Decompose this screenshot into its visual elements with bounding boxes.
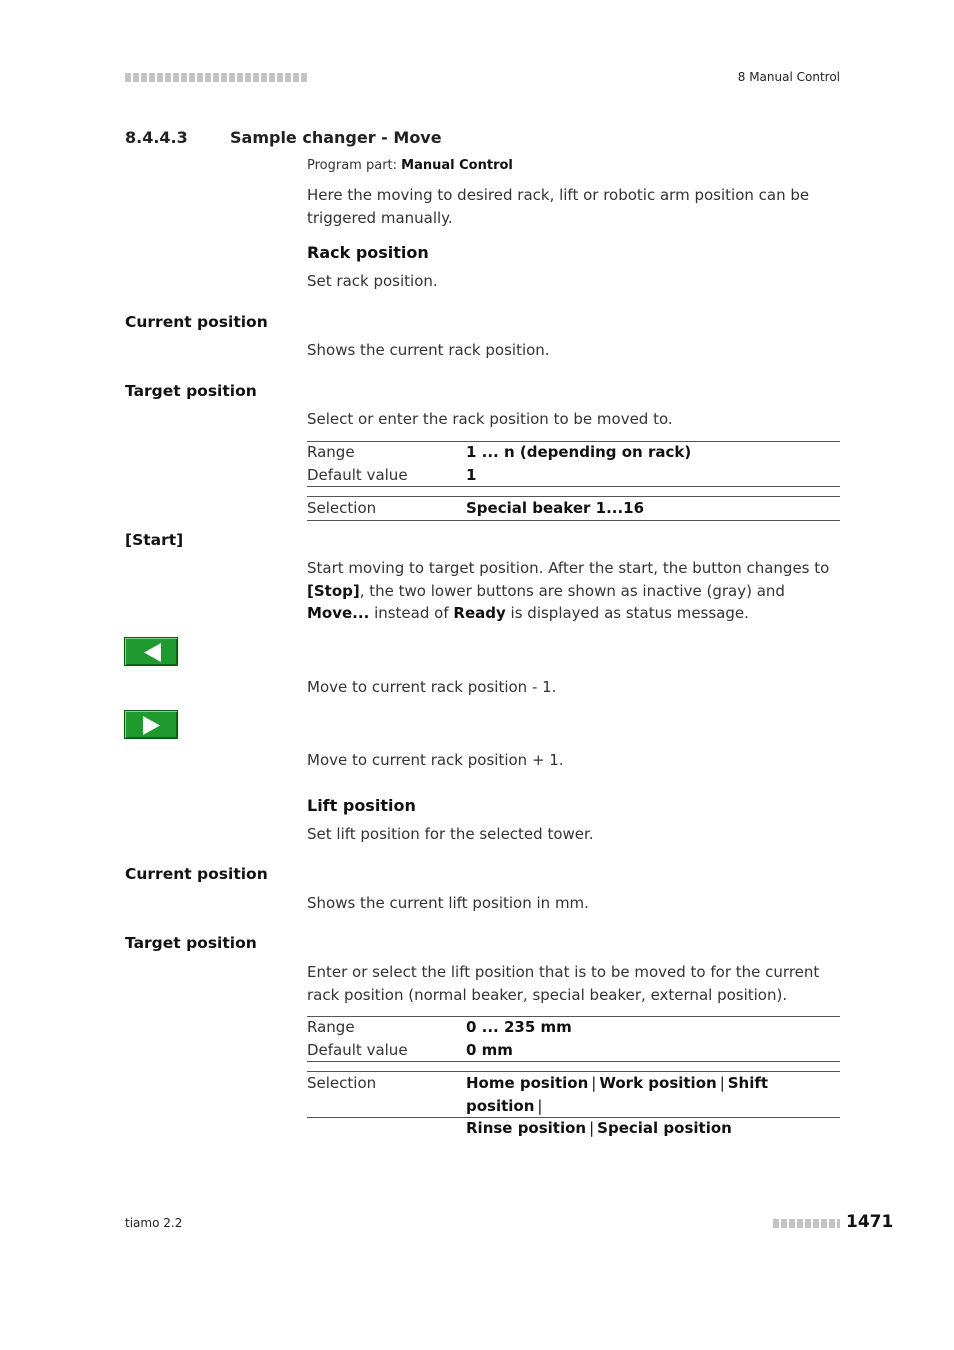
- rule: [307, 520, 840, 521]
- selection-option: Rinse position: [466, 1119, 587, 1137]
- next-rack-button: [124, 710, 178, 739]
- rack-range-table: [307, 441, 840, 486]
- table-row: [307, 1016, 840, 1039]
- rule: [307, 1117, 840, 1118]
- table-row: [307, 464, 840, 487]
- arrow-left-icon: [125, 638, 179, 667]
- selection-value: Special beaker 1...16: [466, 499, 645, 517]
- lift-target-label: Target position: [125, 934, 257, 952]
- lift-current-desc: Shows the current lift position in mm.: [307, 894, 589, 912]
- lift-selection-table: [307, 1072, 840, 1140]
- default-key: Default value: [307, 465, 408, 484]
- section-title: Sample changer - Move: [230, 128, 442, 147]
- selection-option: Special position: [597, 1119, 732, 1137]
- header-decoration: [125, 73, 307, 82]
- footer-product: tiamo 2.2: [125, 1216, 183, 1230]
- default-value: 0 mm: [466, 1040, 513, 1059]
- rack-current-label: Current position: [125, 313, 268, 331]
- start-desc-move: Move...: [307, 604, 370, 622]
- separator: |: [591, 1074, 597, 1092]
- separator: |: [719, 1074, 725, 1092]
- lift-heading: Lift position: [307, 796, 416, 815]
- arrow-right-icon: [125, 711, 179, 740]
- rack-target-label: Target position: [125, 382, 257, 400]
- table-row: [307, 1039, 840, 1062]
- rack-selection-table: [307, 497, 840, 520]
- start-desc-part: is displayed as status message.: [510, 604, 749, 622]
- separator: |: [589, 1119, 595, 1137]
- lift-desc: Set lift position for the selected tower.: [307, 825, 594, 843]
- selection-key: Selection: [307, 499, 377, 517]
- program-part-label: Program part:: [307, 158, 398, 173]
- intro-text: Here the moving to desired rack, lift or robotic arm position can be triggered manually.: [307, 186, 810, 227]
- table-row: [307, 1072, 840, 1140]
- separator: |: [537, 1096, 543, 1115]
- section-number: 8.4.4.3: [125, 128, 188, 147]
- start-label: [Start]: [125, 531, 184, 549]
- rack-heading: Rack position: [307, 243, 429, 262]
- table-row: [307, 441, 840, 464]
- start-desc-part: instead of: [374, 604, 449, 622]
- start-desc-ready: Ready: [453, 604, 506, 622]
- range-value: 0 ... 235 mm: [466, 1018, 572, 1036]
- header-chapter: 8 Manual Control: [737, 70, 840, 84]
- footer-decoration: [773, 1219, 840, 1228]
- selection-key: Selection: [307, 1074, 377, 1092]
- rack-current-desc: Shows the current rack position.: [307, 341, 550, 359]
- selection-option: Work position: [599, 1074, 717, 1092]
- start-desc: [307, 557, 842, 625]
- selection-option: Home position: [466, 1074, 589, 1092]
- program-part: [307, 155, 847, 178]
- range-key: Range: [307, 1018, 355, 1036]
- selection-value: [466, 1072, 840, 1140]
- start-desc-part: Start moving to target position. After the start, the button changes to: [307, 559, 830, 577]
- start-desc-stop: [Stop]: [307, 581, 360, 600]
- rule: [307, 1061, 840, 1062]
- page-number: 1471: [846, 1212, 894, 1232]
- default-key: Default value: [307, 1040, 408, 1059]
- lift-range-table: [307, 1016, 840, 1061]
- range-key: Range: [307, 443, 355, 461]
- lift-current-label: Current position: [125, 865, 268, 883]
- default-value: 1: [466, 465, 477, 484]
- range-value: 1 ... n (depending on rack): [466, 443, 692, 461]
- rule: [307, 486, 840, 487]
- next-rack-desc: Move to current rack position + 1.: [307, 751, 564, 769]
- prev-rack-desc: Move to current rack position - 1.: [307, 678, 557, 696]
- prev-rack-button: [124, 637, 178, 666]
- start-desc-part: , the two lower buttons are shown as inactive (gray) and: [359, 581, 785, 600]
- program-part-value: Manual Control: [401, 158, 513, 173]
- selection-option: Shift position: [466, 1074, 769, 1115]
- lift-target-desc: Enter or select the lift position that is to be moved to for the current rack position (normal beaker, special beaker, external position).: [307, 963, 820, 1004]
- rack-desc: Set rack position.: [307, 272, 438, 290]
- table-row: [307, 497, 840, 520]
- rack-target-desc: Select or enter the rack position to be moved to.: [307, 410, 673, 428]
